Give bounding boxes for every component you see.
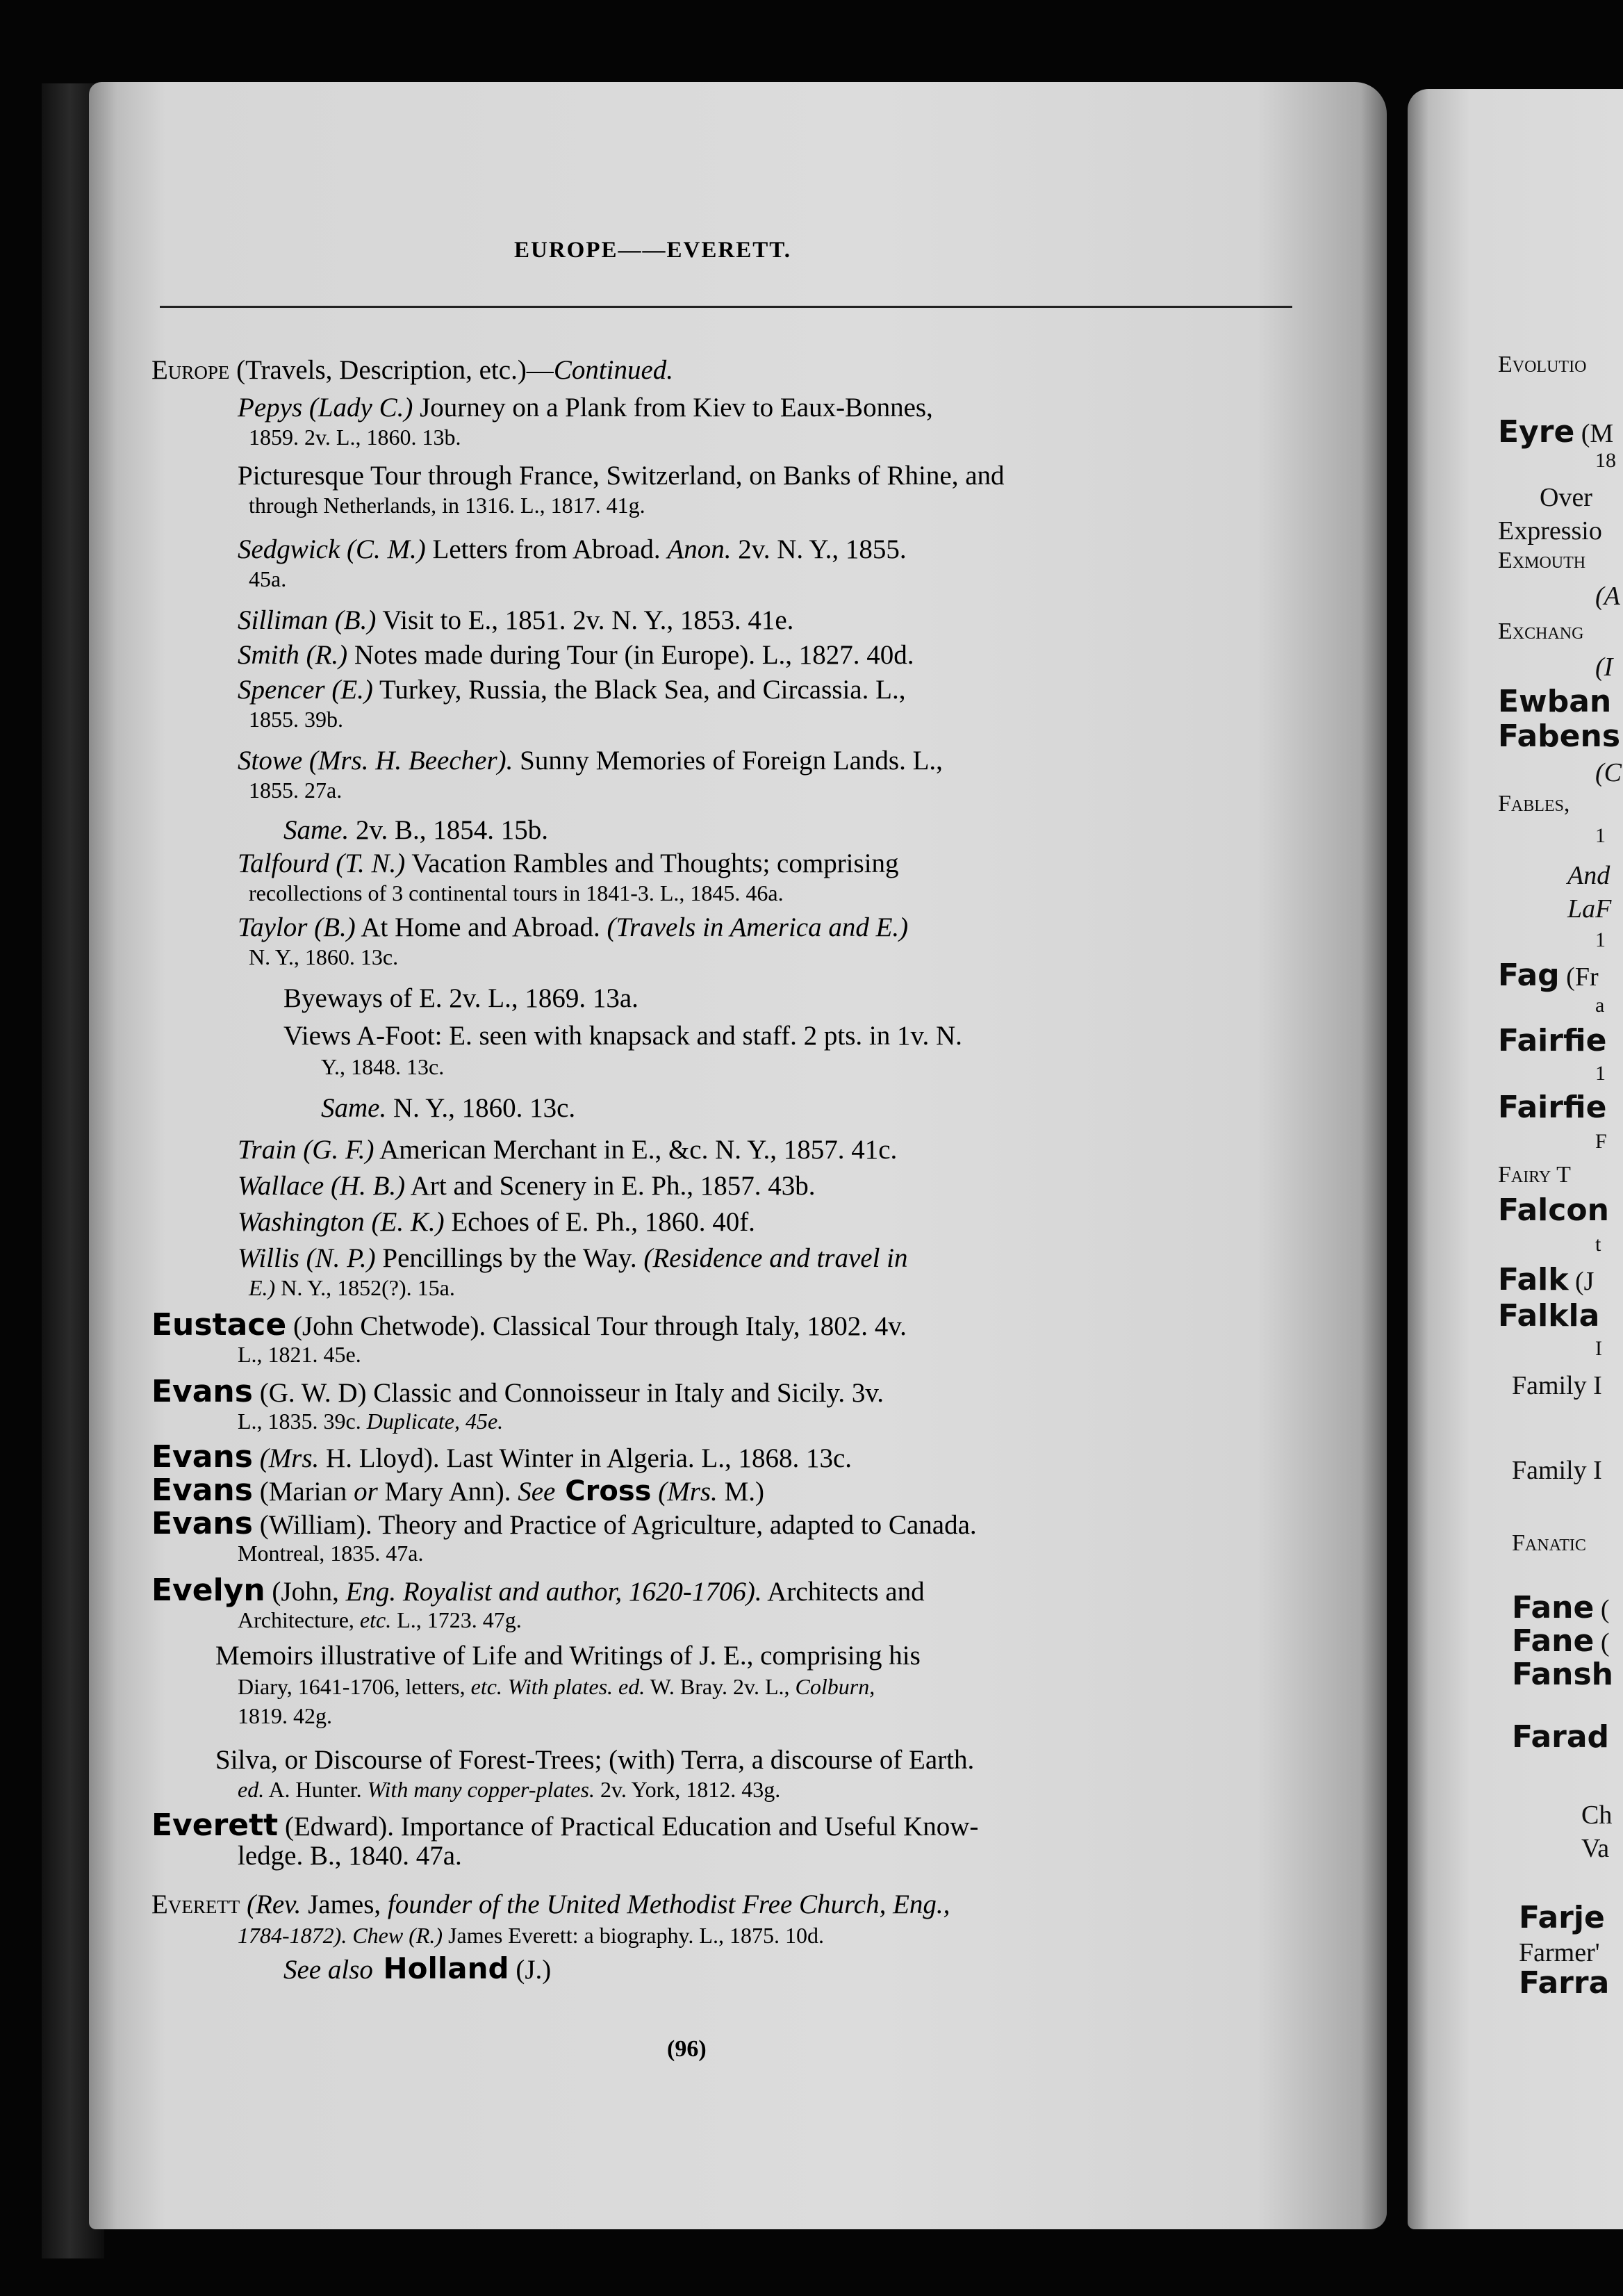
entry-line: Talfourd (T. N.) Vacation Rambles and Thoughts; comprising xyxy=(238,848,899,878)
right-page-line: Farra xyxy=(1519,1965,1610,2001)
entry-line: Stowe (Mrs. H. Beecher). Sunny Memories of Foreign Lands. L., xyxy=(238,746,943,776)
entry-line: Wallace (H. B.) Art and Scenery in E. Ph., 1857. 43b. xyxy=(238,1171,816,1201)
page-number: (96) xyxy=(667,2036,707,2062)
right-page-line: Ch xyxy=(1581,1801,1613,1830)
entry-line: Pepys (Lady C.) Journey on a Plank from Kiev to Eaux-Bonnes, xyxy=(238,393,933,423)
entry-line: Everett (Rev. James, founder of the United Methodist Free Church, Eng., xyxy=(151,1889,950,1919)
right-page-line: 1 xyxy=(1595,824,1606,847)
right-page-line: Fane ( xyxy=(1512,1590,1610,1625)
right-page-line: Fairfie xyxy=(1498,1090,1607,1125)
entry-line: 1819. 42g. xyxy=(238,1703,332,1728)
entry-line: 45a. xyxy=(249,566,287,591)
entry-line: Eustace (John Chetwode). Classical Tour through Italy, 1802. 4v. xyxy=(151,1307,907,1343)
entry-line: Europe (Travels, Description, etc.)—Continued. xyxy=(151,355,674,385)
right-page-line: t xyxy=(1595,1233,1601,1256)
entry-line: Same. 2v. B., 1854. 15b. xyxy=(283,815,548,845)
right-page xyxy=(1408,89,1623,2229)
right-page-line: And xyxy=(1567,861,1610,890)
right-page-line: Falcon xyxy=(1498,1192,1609,1228)
entry-line: Memoirs illustrative of Life and Writings of J. E., comprising his xyxy=(215,1641,921,1671)
right-page-line: Fag (Fr xyxy=(1498,958,1599,993)
entry-line: ledge. B., 1840. 47a. xyxy=(238,1841,462,1871)
entry-line: Everett (Edward). Importance of Practical Education and Useful Know- xyxy=(151,1807,979,1843)
right-page-line: (A xyxy=(1595,582,1620,611)
right-page-line: Fairfie xyxy=(1498,1023,1607,1058)
entry-line: N. Y., 1860. 13c. xyxy=(249,944,399,969)
right-page-line: Eyre (M xyxy=(1498,414,1614,450)
entry-line: Montreal, 1835. 47a. xyxy=(238,1541,424,1566)
right-page-line: Falk (J xyxy=(1498,1262,1595,1297)
entry-line: Silliman (B.) Visit to E., 1851. 2v. N. Y., 1853. 41e. xyxy=(238,605,794,635)
right-page-line: LaF xyxy=(1567,894,1612,924)
right-page-line: Farmer' xyxy=(1519,1938,1600,1967)
entry-line: Sedgwick (C. M.) Letters from Abroad. Anon. 2v. N. Y., 1855. xyxy=(238,534,907,564)
entry-line: Evans (William). Theory and Practice of Agriculture, adapted to Canada. xyxy=(151,1506,977,1541)
right-page-line: Evolutio xyxy=(1498,352,1587,377)
entry-line: Byeways of E. 2v. L., 1869. 13a. xyxy=(283,983,639,1013)
right-page-line: 1 xyxy=(1595,1062,1606,1085)
right-page-line: Fabens xyxy=(1498,719,1621,754)
entry-line: Evans (Mrs. H. Lloyd). Last Winter in Algeria. L., 1868. 13c. xyxy=(151,1439,852,1475)
entry-line: Picturesque Tour through France, Switzerland, on Banks of Rhine, and xyxy=(238,461,1005,491)
entry-line: L., 1835. 39c. Duplicate, 45e. xyxy=(238,1409,504,1434)
entry-line: Spencer (E.) Turkey, Russia, the Black Sea, and Circassia. L., xyxy=(238,675,906,705)
right-page-line: Exmouth xyxy=(1498,548,1586,573)
entry-line: Smith (R.) Notes made during Tour (in Europe). L., 1827. 40d. xyxy=(238,640,914,670)
entry-line: 1859. 2v. L., 1860. 13b. xyxy=(249,425,461,450)
right-page-line: Fanatic xyxy=(1512,1530,1586,1556)
right-page-line: a xyxy=(1595,994,1605,1017)
right-page-line: Fables, xyxy=(1498,791,1570,817)
header-rule xyxy=(160,306,1292,308)
right-page-line: Fairy T xyxy=(1498,1162,1571,1188)
right-page-line: 1 xyxy=(1595,928,1606,951)
right-page-line: Fansh xyxy=(1512,1657,1614,1692)
right-page-line: F xyxy=(1595,1130,1607,1153)
right-page-line: Exchang xyxy=(1498,618,1584,644)
right-page-line: Expressio xyxy=(1498,516,1602,546)
right-page-line: Fane ( xyxy=(1512,1623,1610,1659)
right-page-line: Farad xyxy=(1512,1719,1610,1755)
right-page-line: 18 xyxy=(1595,449,1616,472)
entry-line: ed. A. Hunter. With many copper-plates. 2v. York, 1812. 43g. xyxy=(238,1777,781,1802)
entry-line: Same. N. Y., 1860. 13c. xyxy=(321,1093,576,1123)
entry-line: Evans (Marian or Mary Ann). See Cross (Mrs. M.) xyxy=(151,1473,764,1508)
entry-line: E.) N. Y., 1852(?). 15a. xyxy=(249,1275,455,1300)
entry-line: See also Holland (J.) xyxy=(283,1951,552,1985)
right-page-line: Va xyxy=(1581,1834,1610,1863)
entry-line: Evelyn (John, Eng. Royalist and author, 1620-1706). Architects and xyxy=(151,1573,925,1608)
entry-line: Y., 1848. 13c. xyxy=(321,1054,445,1079)
entry-line: recollections of 3 continental tours in 1841-3. L., 1845. 46a. xyxy=(249,880,784,905)
running-head: EUROPE——EVERETT. xyxy=(514,238,792,263)
entry-line: Architecture, etc. L., 1723. 47g. xyxy=(238,1607,522,1632)
right-page-line: Family I xyxy=(1512,1456,1602,1485)
right-page-line: I xyxy=(1595,1337,1602,1360)
right-page-line: Family I xyxy=(1512,1371,1602,1400)
right-page-line: (I xyxy=(1595,653,1613,682)
entry-line: Diary, 1641-1706, letters, etc. With plates. ed. W. Bray. 2v. L., Colburn, xyxy=(238,1674,875,1699)
entry-line: Evans (G. W. D) Classic and Connoisseur in Italy and Sicily. 3v. xyxy=(151,1374,884,1409)
entry-line: Silva, or Discourse of Forest-Trees; (with) Terra, a discourse of Earth. xyxy=(215,1745,975,1775)
right-page-line: Ewban xyxy=(1498,684,1612,719)
right-page-line: (C xyxy=(1595,758,1622,787)
right-page-line: Over xyxy=(1540,483,1592,512)
entry-line: Views A-Foot: E. seen with knapsack and staff. 2 pts. in 1v. N. xyxy=(283,1021,962,1051)
entry-line: 1784-1872). Chew (R.) James Everett: a biography. L., 1875. 10d. xyxy=(238,1923,824,1948)
entry-line: 1855. 39b. xyxy=(249,707,343,732)
entry-line: 1855. 27a. xyxy=(249,778,343,803)
entry-line: Willis (N. P.) Pencillings by the Way. (Residence and travel in xyxy=(238,1243,908,1273)
right-page-line: Farje xyxy=(1519,1900,1605,1935)
entry-line: Train (G. F.) American Merchant in E., &c. N. Y., 1857. 41c. xyxy=(238,1135,898,1165)
catalog-entries xyxy=(151,347,1305,1985)
entry-line: Taylor (B.) At Home and Abroad. (Travels in America and E.) xyxy=(238,912,909,942)
entry-line: L., 1821. 45e. xyxy=(238,1342,361,1367)
entry-line: through Netherlands, in 1316. L., 1817. 41g. xyxy=(249,493,645,518)
entry-line: Washington (E. K.) Echoes of E. Ph., 1860. 40f. xyxy=(238,1207,755,1237)
right-page-line: Falkla xyxy=(1498,1298,1600,1334)
